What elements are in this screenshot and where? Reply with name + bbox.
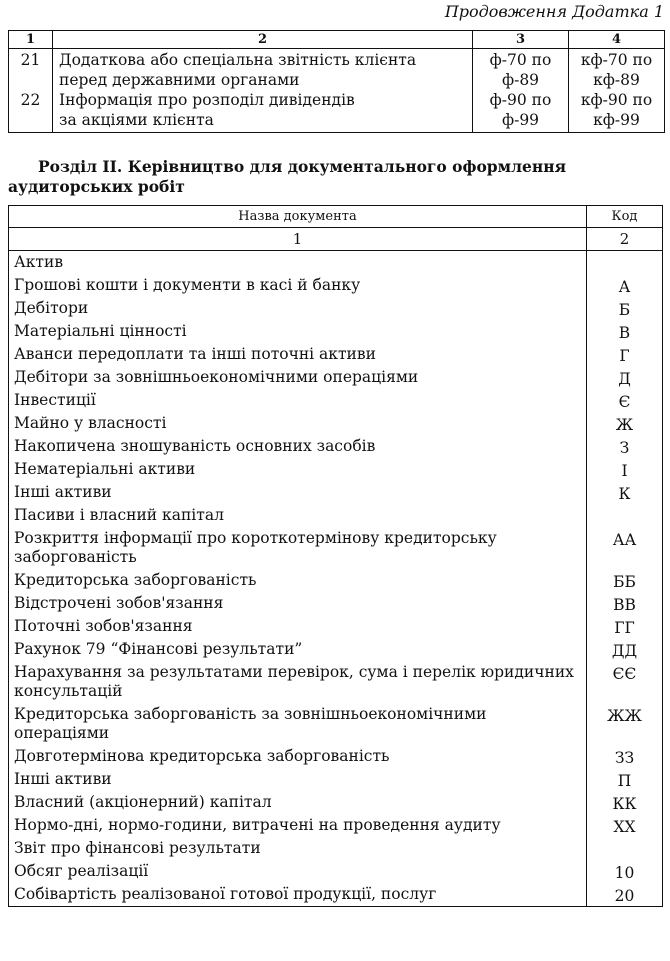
- document-name: Відстрочені зобов'язання: [9, 592, 587, 615]
- document-name: Розкриття інформації про короткотермінову кредиторську заборгованість: [9, 527, 587, 569]
- document-name: Кредиторська заборгованість: [9, 569, 587, 592]
- table-row: [9, 389, 663, 412]
- table-row: [9, 661, 663, 703]
- table-row: [9, 90, 665, 132]
- table-row: [9, 592, 663, 615]
- document-name: Нормо-дні, нормо-години, витрачені на проведення аудиту: [9, 814, 587, 837]
- table-row: [9, 745, 663, 768]
- column-number-code: 2: [587, 228, 663, 251]
- document-code: 20: [587, 883, 663, 907]
- document-name: Кредиторська заборгованість за зовнішньоекономічними операціями: [9, 703, 587, 745]
- document-name: Рахунок 79 “Фінансові результати”: [9, 638, 587, 661]
- form-range-line: ф-89: [501, 71, 540, 89]
- document-code: Г: [587, 343, 663, 366]
- table-row: [9, 481, 663, 504]
- form-range-line: ф-90 по: [489, 91, 552, 109]
- table-row: [9, 615, 663, 638]
- document-code: І: [587, 458, 663, 481]
- document-code: АА: [587, 527, 663, 569]
- row-number: 22: [9, 90, 53, 132]
- document-name: Довготермінова кредиторська заборгованість: [9, 745, 587, 768]
- top-header-1: 1: [9, 31, 53, 49]
- table-row: [9, 569, 663, 592]
- row-text: [53, 90, 473, 132]
- row-text-line: перед державними органами: [59, 71, 300, 89]
- document-code: [587, 837, 663, 860]
- document-code: 10: [587, 860, 663, 883]
- form-range-line: ф-70 по: [489, 51, 552, 69]
- top-header-2: 2: [53, 31, 473, 49]
- document-code: ВВ: [587, 592, 663, 615]
- row-number: 21: [9, 49, 53, 91]
- document-name: Дебітори за зовнішньоекономічними операціями: [9, 366, 587, 389]
- document-name: Накопичена зношуваність основних засобів: [9, 435, 587, 458]
- top-table: [8, 30, 665, 133]
- document-code: Ж: [587, 412, 663, 435]
- row-text-line: Інформація про розподіл дивідендів: [59, 91, 355, 109]
- table-row: [9, 703, 663, 745]
- document-codes-table: [8, 205, 663, 907]
- table-row: [9, 791, 663, 814]
- code-range-line: кф-90 по: [580, 91, 653, 109]
- document-name: Собівартість реалізованої готової продукції, послуг: [9, 883, 587, 907]
- document-code: ГГ: [587, 615, 663, 638]
- row-form-range: [473, 90, 569, 132]
- column-number-row: [9, 228, 663, 251]
- document-code: ЗЗ: [587, 745, 663, 768]
- table-row: [9, 251, 663, 275]
- code-range-line: кф-89: [593, 71, 640, 89]
- table-row: [9, 638, 663, 661]
- document-name: Пасиви і власний капітал: [9, 504, 587, 527]
- document-code: КК: [587, 791, 663, 814]
- document-code: В: [587, 320, 663, 343]
- items-body: [9, 251, 663, 907]
- column-number-name: 1: [9, 228, 587, 251]
- table-row: [9, 860, 663, 883]
- row-text-line: Додаткова або спеціальна звітність клієнта: [59, 51, 417, 69]
- table-row: [9, 814, 663, 837]
- document-name: Поточні зобов'язання: [9, 615, 587, 638]
- table-row: [9, 527, 663, 569]
- document-code: ББ: [587, 569, 663, 592]
- document-name: Нарахування за результатами перевірок, сума і перелік юридичних консультацій: [9, 661, 587, 703]
- document-name: Обсяг реалізації: [9, 860, 587, 883]
- top-header-3: 3: [473, 31, 569, 49]
- row-text-line: за акціями клієнта: [59, 111, 214, 129]
- document-code: К: [587, 481, 663, 504]
- table-row: [9, 274, 663, 297]
- document-name: Звіт про фінансові результати: [9, 837, 587, 860]
- table-row: [9, 504, 663, 527]
- row-code-range: [569, 49, 665, 91]
- document-code: Є: [587, 389, 663, 412]
- header-document-name: Назва документа: [9, 206, 587, 228]
- document-code: П: [587, 768, 663, 791]
- document-code: З: [587, 435, 663, 458]
- main-table-header: [9, 206, 663, 228]
- table-row: [9, 837, 663, 860]
- document-name: Власний (акціонерний) капітал: [9, 791, 587, 814]
- form-range-line: ф-99: [501, 111, 540, 129]
- document-name: Матеріальні цінності: [9, 320, 587, 343]
- top-header-4: 4: [569, 31, 665, 49]
- table-row: [9, 883, 663, 907]
- document-code: [587, 504, 663, 527]
- document-code: ЄЄ: [587, 661, 663, 703]
- table-row: [9, 297, 663, 320]
- header-code: Код: [587, 206, 663, 228]
- document-name: Актив: [9, 251, 587, 275]
- table-row: [9, 458, 663, 481]
- table-row: [9, 49, 665, 91]
- table-row: [9, 320, 663, 343]
- table-row: [9, 768, 663, 791]
- document-code: ЖЖ: [587, 703, 663, 745]
- document-code: ДД: [587, 638, 663, 661]
- document-name: Дебітори: [9, 297, 587, 320]
- row-code-range: [569, 90, 665, 132]
- code-range-line: кф-70 по: [580, 51, 653, 69]
- section-title: Розділ II. Керівництво для документального оформлення аудиторських робіт: [8, 157, 567, 196]
- table-row: [9, 343, 663, 366]
- document-code: Д: [587, 366, 663, 389]
- top-table-header: [9, 31, 665, 49]
- row-text: [53, 49, 473, 91]
- document-code: [587, 251, 663, 275]
- document-name: Інвестиції: [9, 389, 587, 412]
- document-name: Грошові кошти і документи в касі й банку: [9, 274, 587, 297]
- document-name: Майно у власності: [9, 412, 587, 435]
- code-range-line: кф-99: [593, 111, 640, 129]
- table-row: [9, 366, 663, 389]
- table-row: [9, 412, 663, 435]
- document-code: ХХ: [587, 814, 663, 837]
- table-row: [9, 435, 663, 458]
- document-code: Б: [587, 297, 663, 320]
- row-form-range: [473, 49, 569, 91]
- document-name: Аванси передоплати та інші поточні активи: [9, 343, 587, 366]
- document-name: Інші активи: [9, 768, 587, 791]
- document-code: А: [587, 274, 663, 297]
- document-name: Нематеріальні активи: [9, 458, 587, 481]
- continuation-label: Продовження Додатка 1: [444, 2, 664, 21]
- document-name: Інші активи: [9, 481, 587, 504]
